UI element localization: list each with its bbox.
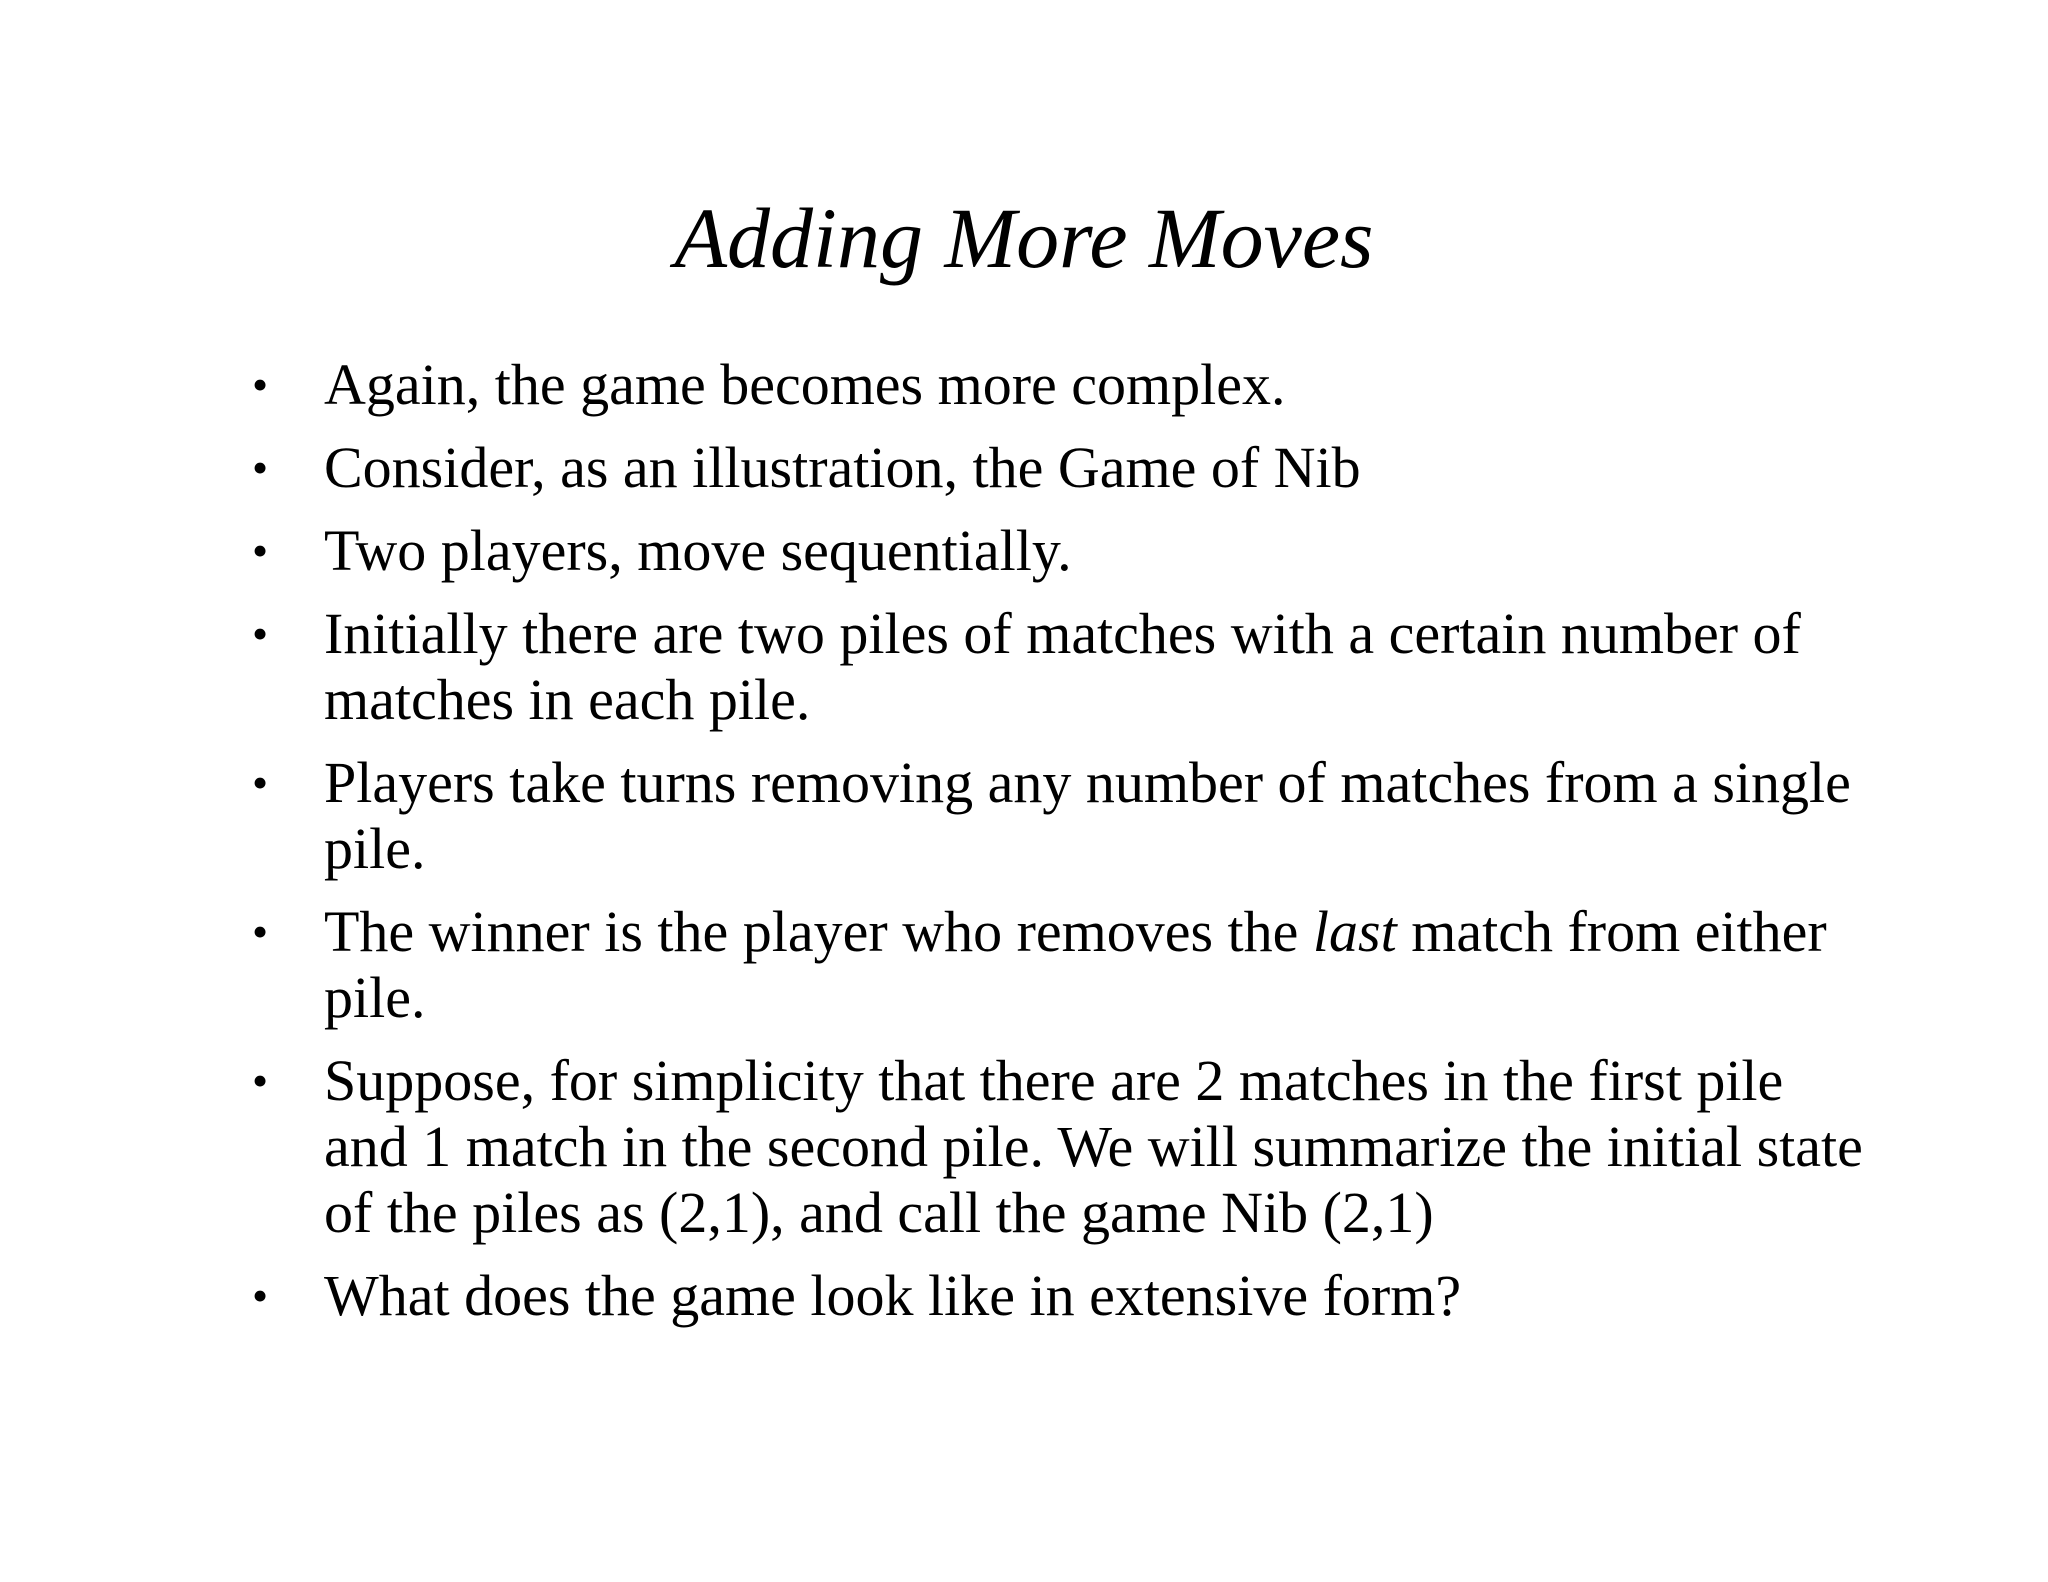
bullet-dot-icon: • xyxy=(252,757,269,808)
bullet-text: Suppose, for simplicity that there are 2 matches in the first pile and 1 match in the second pile. We will summarize the initial state of the piles as (2,1), and call the game Nib (2,1) xyxy=(324,1048,1863,1245)
bullet-text: Again, the game becomes more complex. xyxy=(324,352,1286,417)
bullet-text: Initially there are two piles of matches with a certain number of matches in each pile. xyxy=(324,601,1801,732)
bullet-item xyxy=(252,1263,1872,1329)
bullet-text: Two players, move sequentially. xyxy=(324,518,1072,583)
bullet-dot-icon: • xyxy=(252,1270,269,1321)
bullet-dot-icon: • xyxy=(252,359,269,410)
bullet-dot-icon: • xyxy=(252,525,269,576)
bullet-dot-icon: • xyxy=(252,1055,269,1106)
bullet-item xyxy=(252,899,1872,1031)
bullet-dot-icon: • xyxy=(252,442,269,493)
bullet-text-part: match from either pile. xyxy=(324,899,1827,1030)
bullet-item xyxy=(252,601,1872,733)
bullet-text: What does the game look like in extensive form? xyxy=(324,1263,1462,1328)
bullet-item xyxy=(252,435,1872,501)
bullet-text xyxy=(324,899,1827,1030)
bullet-item xyxy=(252,518,1872,584)
bullet-text: Players take turns removing any number of matches from a single pile. xyxy=(324,750,1851,881)
bullet-dot-icon: • xyxy=(252,906,269,957)
bullet-list xyxy=(252,352,1872,1346)
bullet-text-part: The winner is the player who removes the xyxy=(324,899,1313,964)
emphasized-word: last xyxy=(1312,899,1397,964)
slide-title: Adding More Moves xyxy=(674,190,1374,286)
bullet-text: Consider, as an illustration, the Game of Nib xyxy=(324,435,1361,500)
bullet-item xyxy=(252,750,1872,882)
bullet-item xyxy=(252,352,1872,418)
bullet-dot-icon: • xyxy=(252,608,269,659)
bullet-item xyxy=(252,1048,1872,1246)
